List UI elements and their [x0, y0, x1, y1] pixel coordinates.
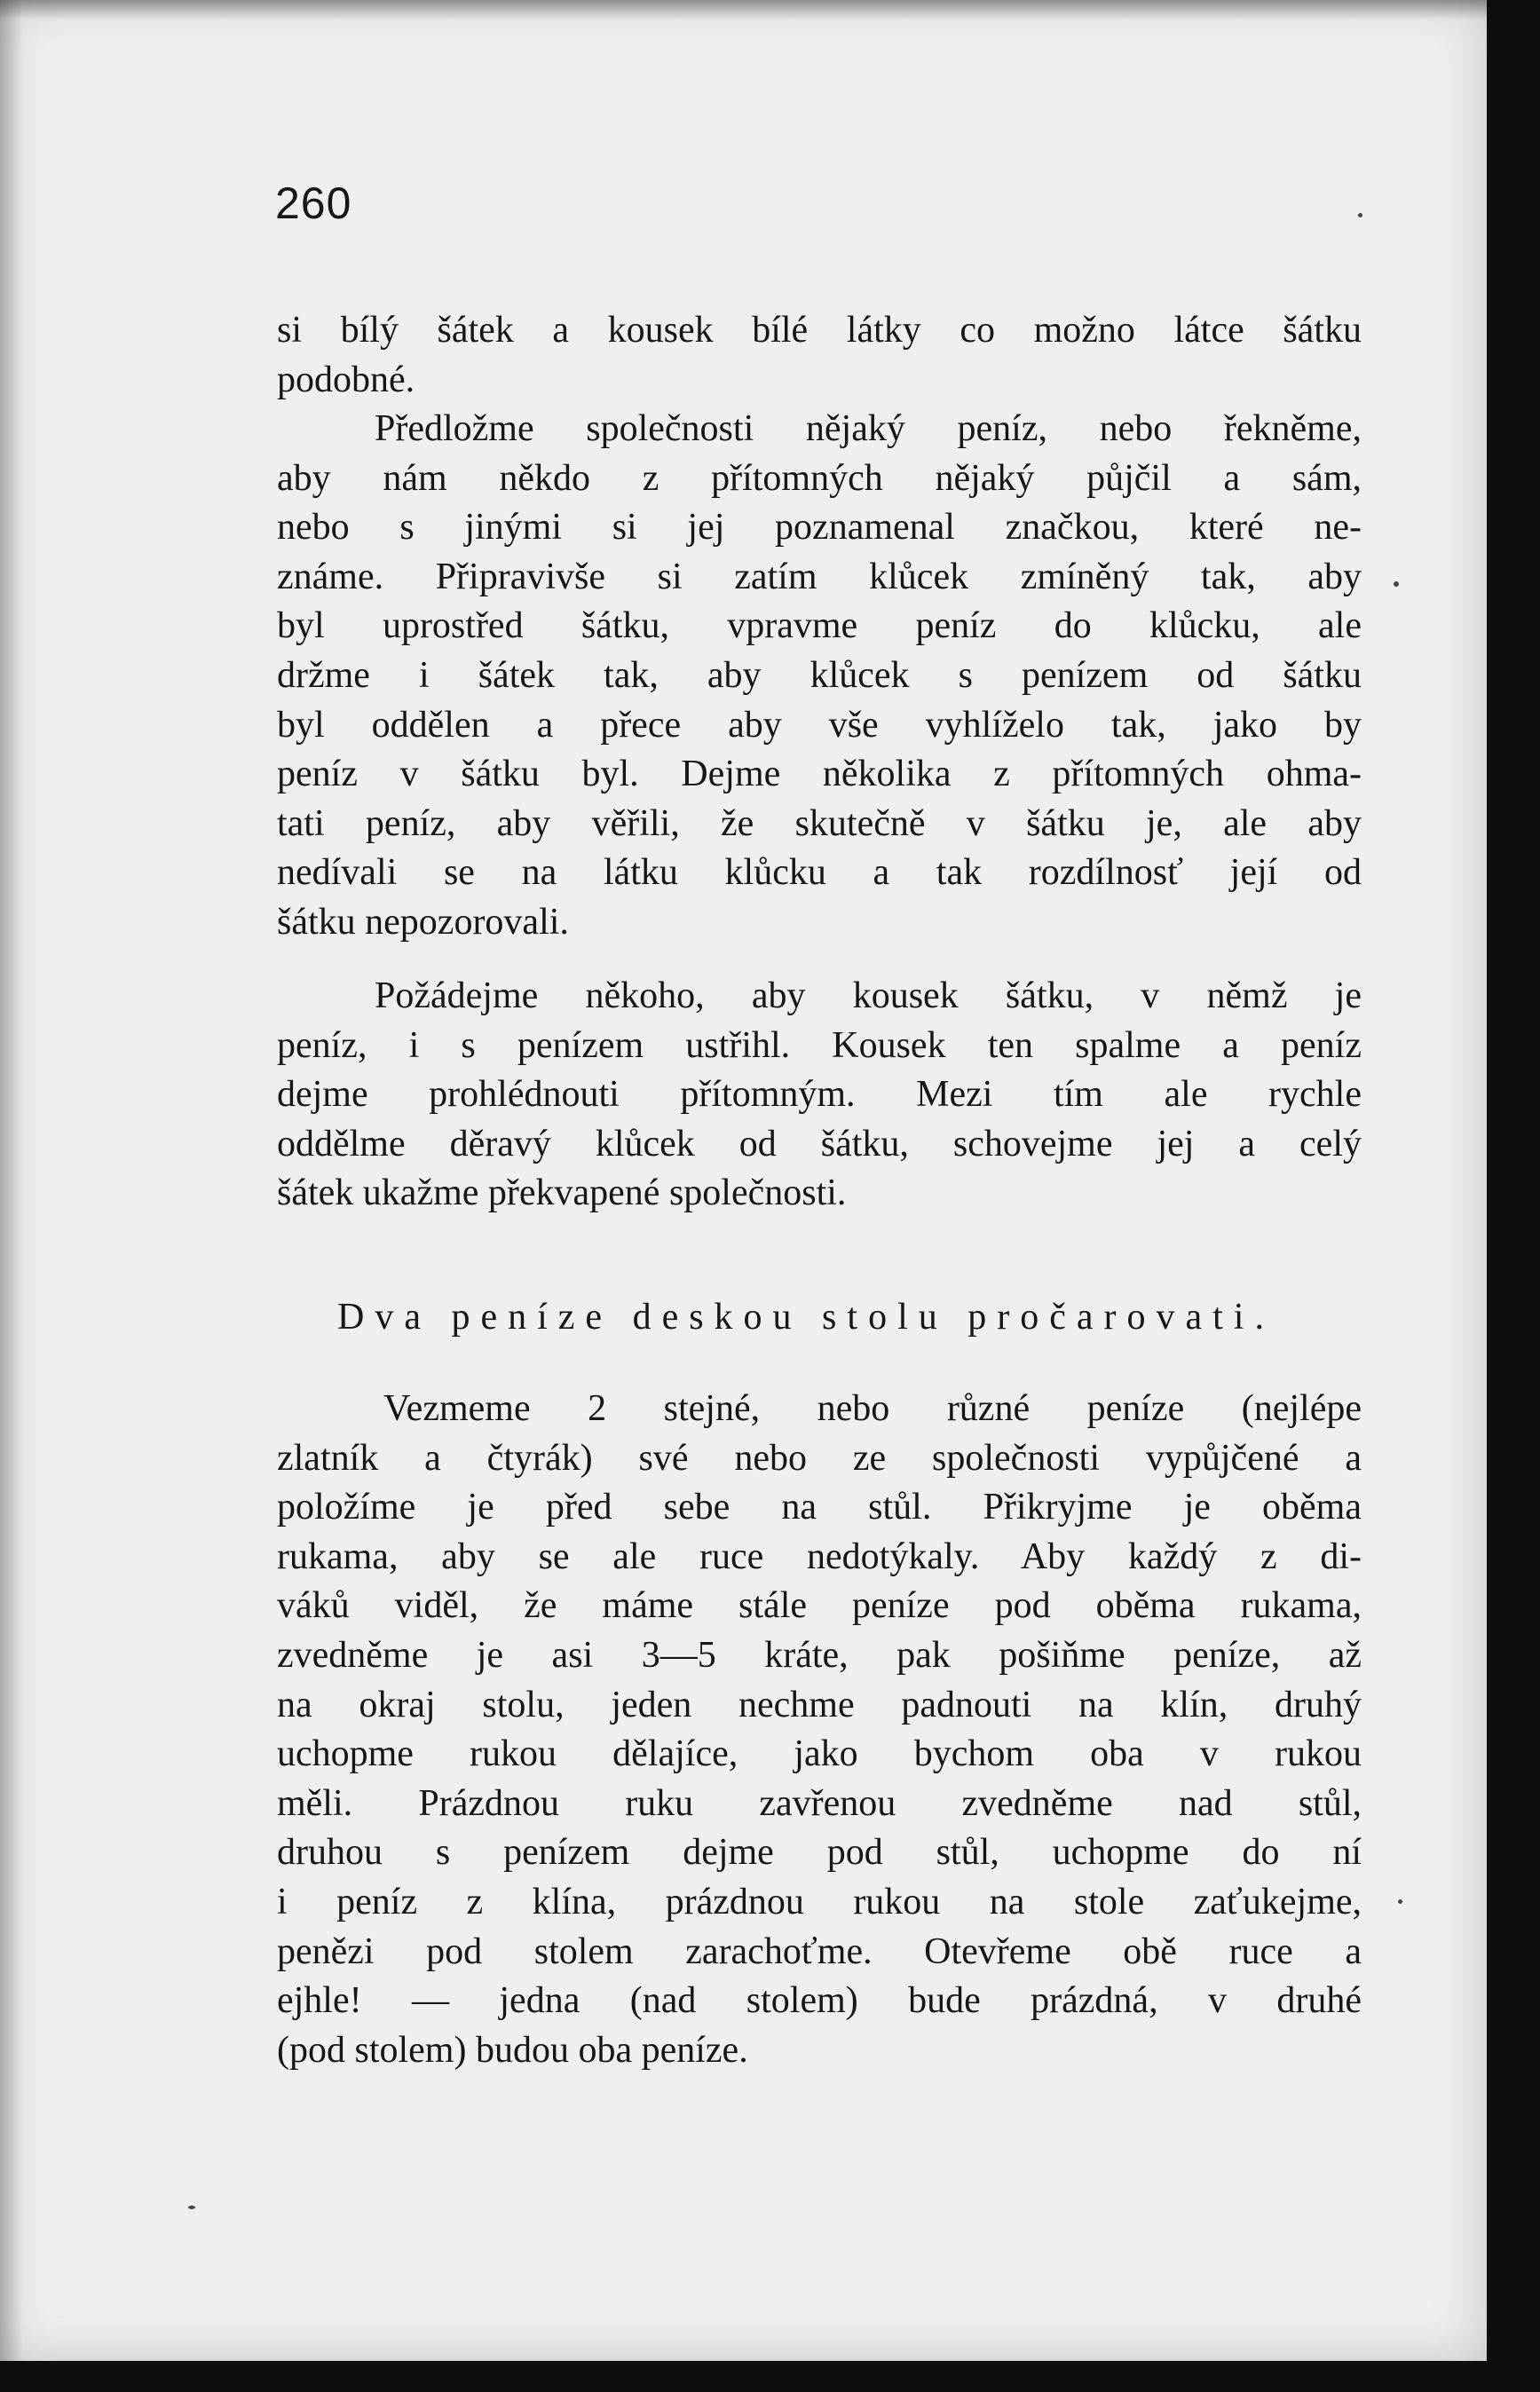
text-line: váků viděl, že máme stále peníze pod oběma rukama,: [277, 1585, 1362, 1627]
text-line: šátek ukažme překvapené společnosti.: [277, 1172, 847, 1214]
text-line: držme i šátek tak, aby klůcek s penízem od šátku: [277, 654, 1362, 696]
text-line: známe. Připravivše si zatím klůcek zmíněný tak, aby: [277, 556, 1362, 597]
text-line: měli. Prázdnou ruku zavřenou zvedněme nad stůl,: [277, 1782, 1362, 1824]
text-line: nebo s jinými si jej poznamenal značkou, které ne-: [277, 507, 1362, 549]
text-line: Vezmeme 2 stejné, nebo různé peníze (nejlépe: [383, 1388, 1362, 1429]
text-line: zvedněme je asi 3—5 kráte, pak pošiňme peníze, až: [277, 1634, 1362, 1676]
paragraph-4: [277, 1385, 1362, 2075]
text-line: druhou s penízem dejme pod stůl, uchopme do ní: [277, 1832, 1362, 1874]
scan-speck: [1358, 213, 1362, 217]
text-line: uchopme rukou dělajíce, jako bychom oba v rukou: [277, 1733, 1362, 1775]
text-line: Předložme společnosti nějaký peníz, nebo řekněme,: [375, 408, 1362, 449]
text-line: podobné.: [277, 359, 415, 400]
text-line: tati peníz, aby věřili, že skutečně v šátku je, ale aby: [277, 802, 1362, 844]
text-line: oddělme děravý klůcek od šátku, schovejme jej a celý: [277, 1123, 1362, 1164]
text-line: penězi pod stolem zarachoťme. Otevřeme obě ruce a: [277, 1930, 1362, 1972]
text-line: na okraj stolu, jeden nechme padnouti na klín, druhý: [277, 1684, 1362, 1725]
text-line: šátku nepozorovali.: [277, 901, 569, 943]
section-heading: Dva peníze deskou stolu pročarovati.: [337, 1297, 1275, 1338]
text-line: byl uprostřed šátku, vpravme peníz do klůcku, ale: [277, 605, 1362, 647]
text-line: peníz v šátku byl. Dejme několika z přítomných ohma-: [277, 754, 1362, 795]
paragraph-2: [277, 405, 1362, 948]
text-line: (pod stolem) budou oba peníze.: [277, 2029, 748, 2071]
text-line: Požádejme někoho, aby kousek šátku, v němž je: [375, 975, 1362, 1016]
text-line: dejme prohlédnouti přítomným. Mezi tím ale rychle: [277, 1074, 1362, 1116]
paragraph-1: [277, 306, 1362, 405]
paragraph-3: [277, 972, 1362, 1219]
scan-speck: [188, 2206, 195, 2209]
text-line: peníz, i s penízem ustřihl. Kousek ten spalme a peníz: [277, 1024, 1362, 1066]
text-line: si bílý šátek a kousek bílé látky co možno látce šátku: [277, 310, 1362, 351]
text-line: i peníz z klína, prázdnou rukou na stole zaťukejme,: [277, 1881, 1362, 1922]
scan-speck: [1398, 1899, 1402, 1904]
text-line: ejhle! — jedna (nad stolem) bude prázdná, v druhé: [277, 1980, 1362, 2022]
scan-left-shadow: [0, 0, 23, 2361]
text-line: byl oddělen a přece aby vše vyhlíželo tak, jako by: [277, 704, 1362, 746]
page-number: 260: [275, 178, 352, 228]
text-line: nedívali se na látku klůcku a tak rozdílnosť její od: [277, 852, 1362, 894]
text-line: zlatník a čtyrák) své nebo ze společnosti vypůjčené a: [277, 1437, 1362, 1479]
text-line: rukama, aby se ale ruce nedotýkaly. Aby každý z di-: [277, 1535, 1362, 1577]
text-line: aby nám někdo z přítomných nějaký půjčil a sám,: [277, 457, 1362, 499]
scan-speck: [1394, 581, 1399, 587]
scan-top-shadow: [0, 0, 1487, 20]
text-line: položíme je před sebe na stůl. Přikryjme je oběma: [277, 1487, 1362, 1528]
